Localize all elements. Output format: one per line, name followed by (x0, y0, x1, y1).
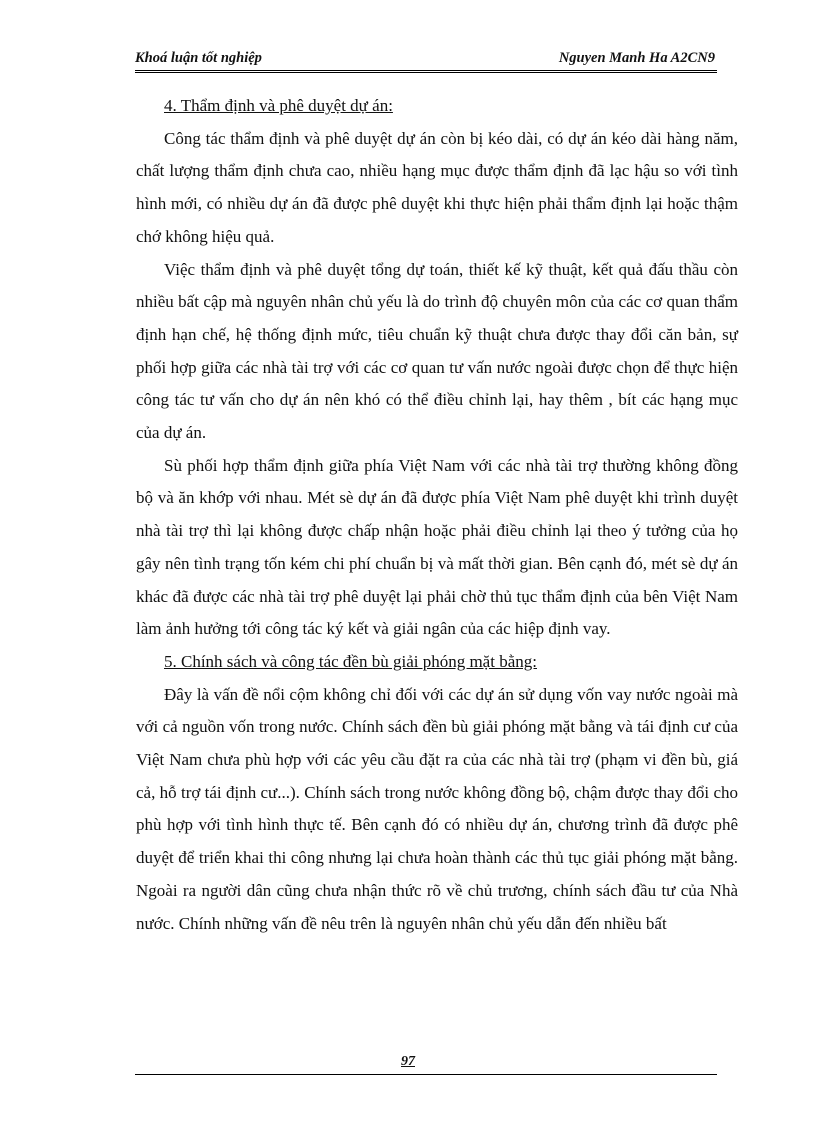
page-number: 97 (401, 1054, 415, 1069)
section-heading-4: 4. Thẩm định và phê duyệt dự án: (164, 96, 393, 115)
document-title: Khoá luận tốt nghiệp (135, 50, 262, 66)
footer-divider (135, 1074, 717, 1075)
paragraph-1: Công tác thẩm định và phê duyệt dự án còn bị kéo dài, có dự án kéo dài hàng năm, chất lượng thẩm định chưa cao, nhiều hạng mục được thẩm định đã lạc hậu so với tình hình mới, có nhiều dự án đã được phê duyệt khi thực hiện phải thẩm định lại hoặc thậm chớ không hiệu quả. (136, 128, 738, 246)
author-name: Nguyen Manh Ha A2CN9 (558, 50, 715, 66)
page-number-container (0, 1054, 816, 1070)
paragraph-2: Việc thẩm định và phê duyệt tổng dự toán, thiết kế kỹ thuật, kết quả đấu thầu còn nhiều bất cập mà nguyên nhân chủ yếu là do trình độ chuyên môn của các cơ quan thẩm định hạn chế, hệ thống định mức, tiêu chuẩn kỹ thuật chưa được thay đổi căn bản, sự phối hợp giữa các nhà tài trợ với các cơ quan tư vấn nước ngoài được chọn để thực hiện công tác tư vấn cho dự án nên khó có thể điều chỉnh lại, hay thêm , bít các hạng mục của dự án. (136, 259, 738, 443)
section-heading-5: 5. Chính sách và công tác đền bù giải phóng mặt bằng: (164, 651, 537, 671)
paragraph-4: Đây là vấn đề nổi cộm không chỉ đối với các dự án sử dụng vốn vay nước ngoài mà với cả nguồn vốn trong nước. Chính sách đền bù giải phóng mặt bằng và tái định cư của Việt Nam chưa phù hợp với các yêu cầu đặt ra của các nhà tài trợ (phạm vi đền bù, giá cả, hỗ trợ tái định cư...). Chính sách trong nước không đồng bộ, chậm được thay đổi cho phù hợp với tình hình thực tế. Bên cạnh đó có nhiều dự án, chương trình đã được phê duyệt để triển khai thi công nhưng lại chưa hoàn thành các thủ tục giải phóng mặt bằng. Ngoài ra người dân cũng chưa nhận thức rõ về chủ trương, chính sách đầu tư của Nhà nước. Chính những vấn đề nêu trên là nguyên nhân chủ yếu dẫn đến nhiều bất (136, 684, 738, 933)
document-body (136, 90, 738, 940)
page-header (135, 50, 717, 73)
paragraph-3: Sù phối hợp thẩm định giữa phía Việt Nam với các nhà tài trợ thường không đồng bộ và ăn khớp với nhau. Mét sè dự án đã được phía Việt Nam phê duyệt khi trình duyệt nhà tài trợ thì lại không được chấp nhận hoặc phải điều chỉnh lại theo ý tưởng của họ gây nên tình trạng tốn kém chi phí chuẩn bị và mất thời gian. Bên cạnh đó, mét sè dự án khác đã được các nhà tài trợ phê duyệt lại phải chờ thủ tục thẩm định của bên Việt Nam làm ảnh hưởng tới công tác ký kết và giải ngân của các hiệp định vay. (136, 455, 738, 639)
